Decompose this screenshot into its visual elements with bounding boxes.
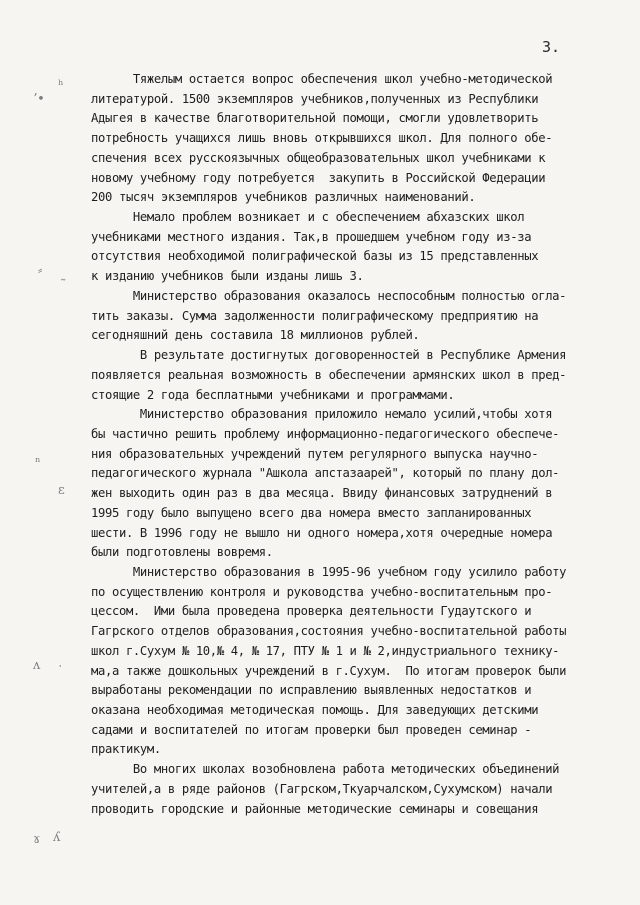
margin-mark: ⸗ — [38, 263, 43, 278]
text-line: Немало проблем возникает и с обеспечением абхазских школ — [91, 210, 525, 225]
text-line: проводить городские и районные методические семинары и совещания — [91, 801, 539, 816]
text-line: Тяжелым остается вопрос обеспечения школ учебно-методической — [91, 72, 553, 86]
text-line: новому учебному году потребуется закупить в Российской Федерации — [91, 170, 546, 185]
text-line: 1995 году было выпущено всего два номера вместо запланированных — [91, 505, 532, 520]
text-line: практикум. — [91, 742, 161, 757]
text-line: литературой. 1500 экземпляров учебников,полученных из Республики — [91, 91, 539, 106]
margin-mark: ˜ — [60, 278, 67, 293]
text-line: шести. В 1996 году не вышло ни одного номера,хотя очередные номера — [91, 525, 553, 540]
margin-mark: ʰ — [58, 78, 64, 93]
margin-mark: ʌ — [33, 658, 41, 673]
text-line: оказана необходимая методическая помощь. Для заведующих детскими — [91, 703, 539, 717]
document-body — [91, 70, 631, 819]
text-line: В результате достигнутых договоренностей в Республике Армения — [91, 348, 567, 363]
margin-mark: ⁿ — [35, 455, 41, 470]
text-line: Министерство образования оказалось неспособным полностью огла- — [91, 288, 567, 303]
text-line: Министерство образования в 1995-96 учебном году усилило работу — [91, 564, 567, 579]
text-line: выработаны рекомендации по исправлению выявленных недостатков и — [91, 683, 532, 698]
text-line: тить заказы. Сумма задолженности полиграфическому предприятию на — [91, 308, 539, 323]
text-line: школ г.Сухум № 10,№ 4, № 17, ПТУ № 1 и № 2,индустриального технику- — [91, 643, 560, 658]
text-line: по осуществлению контроля и руководства учебно-воспитательным про- — [91, 584, 553, 599]
margin-mark: ɛ — [58, 483, 65, 498]
text-line: педагогического журнала "Ашкола апстазаарей", который по плану дол- — [91, 466, 560, 481]
text-line: стоящие 2 года бесплатными учебниками и программами. — [91, 387, 455, 402]
text-line: были подготовлены вовремя. — [91, 545, 273, 560]
text-line: отсутствия необходимой полиграфической базы из 15 представленных — [91, 249, 539, 264]
text-line: Гагрского отделов образования,состояния учебно-воспитательной работы — [91, 624, 567, 639]
text-line: учебниками местного издания. Так,в прошедшем учебном году из-за — [91, 229, 532, 244]
text-line: сегодняшний день составила 18 миллионов рублей. — [91, 328, 420, 343]
text-line: жен выходить один раз в два месяца. Ввиду финансовых затруднений в — [91, 486, 553, 501]
text-line: учителей,а в ряде районов (Гагрском,Ткуарчалском,Сухумском) начали — [91, 781, 553, 796]
text-line: Министерство образования приложило немало усилий,чтобы хотя — [91, 407, 553, 422]
text-line: Во многих школах возобновлена работа методических объединений — [91, 762, 560, 777]
text-line: ма,а также дошкольных учреждений в г.Сухум. По итогам проверок были — [91, 663, 567, 678]
margin-mark: ˑ — [58, 660, 63, 675]
text-line: бы частично решить проблему информационно-педагогического обеспече- — [91, 426, 560, 441]
margin-mark: ɤ — [33, 832, 41, 847]
text-line: ния образовательных учреждений путем регулярного выпуска научно- — [91, 446, 539, 461]
text-line: цессом. Ими была проведена проверка деятельности Гудаутского и — [91, 604, 532, 619]
text-line: Адыгея в качестве благотворительной помощи, смогли удовлетворить — [91, 111, 539, 126]
page-number: 3. — [542, 38, 561, 56]
text-line: к изданию учебников были изданы лишь 3. — [91, 269, 364, 284]
text-line: спечения всех русскоязычных общеобразовательных школ учебниками к — [91, 150, 546, 165]
margin-mark: ʼ• — [33, 92, 45, 107]
text-line: потребность учащихся лишь вновь открывшихся школ. Для полного обе- — [91, 131, 553, 146]
margin-mark: ʎ — [53, 830, 61, 845]
text-line: 200 тысяч экземпляров учебников различных наименований. — [91, 190, 476, 205]
text-line: садами и воспитателей по итогам проверки был проведен семинар - — [91, 722, 532, 737]
text-line: появляется реальная возможность в обеспечении армянских школ в пред- — [91, 367, 567, 382]
